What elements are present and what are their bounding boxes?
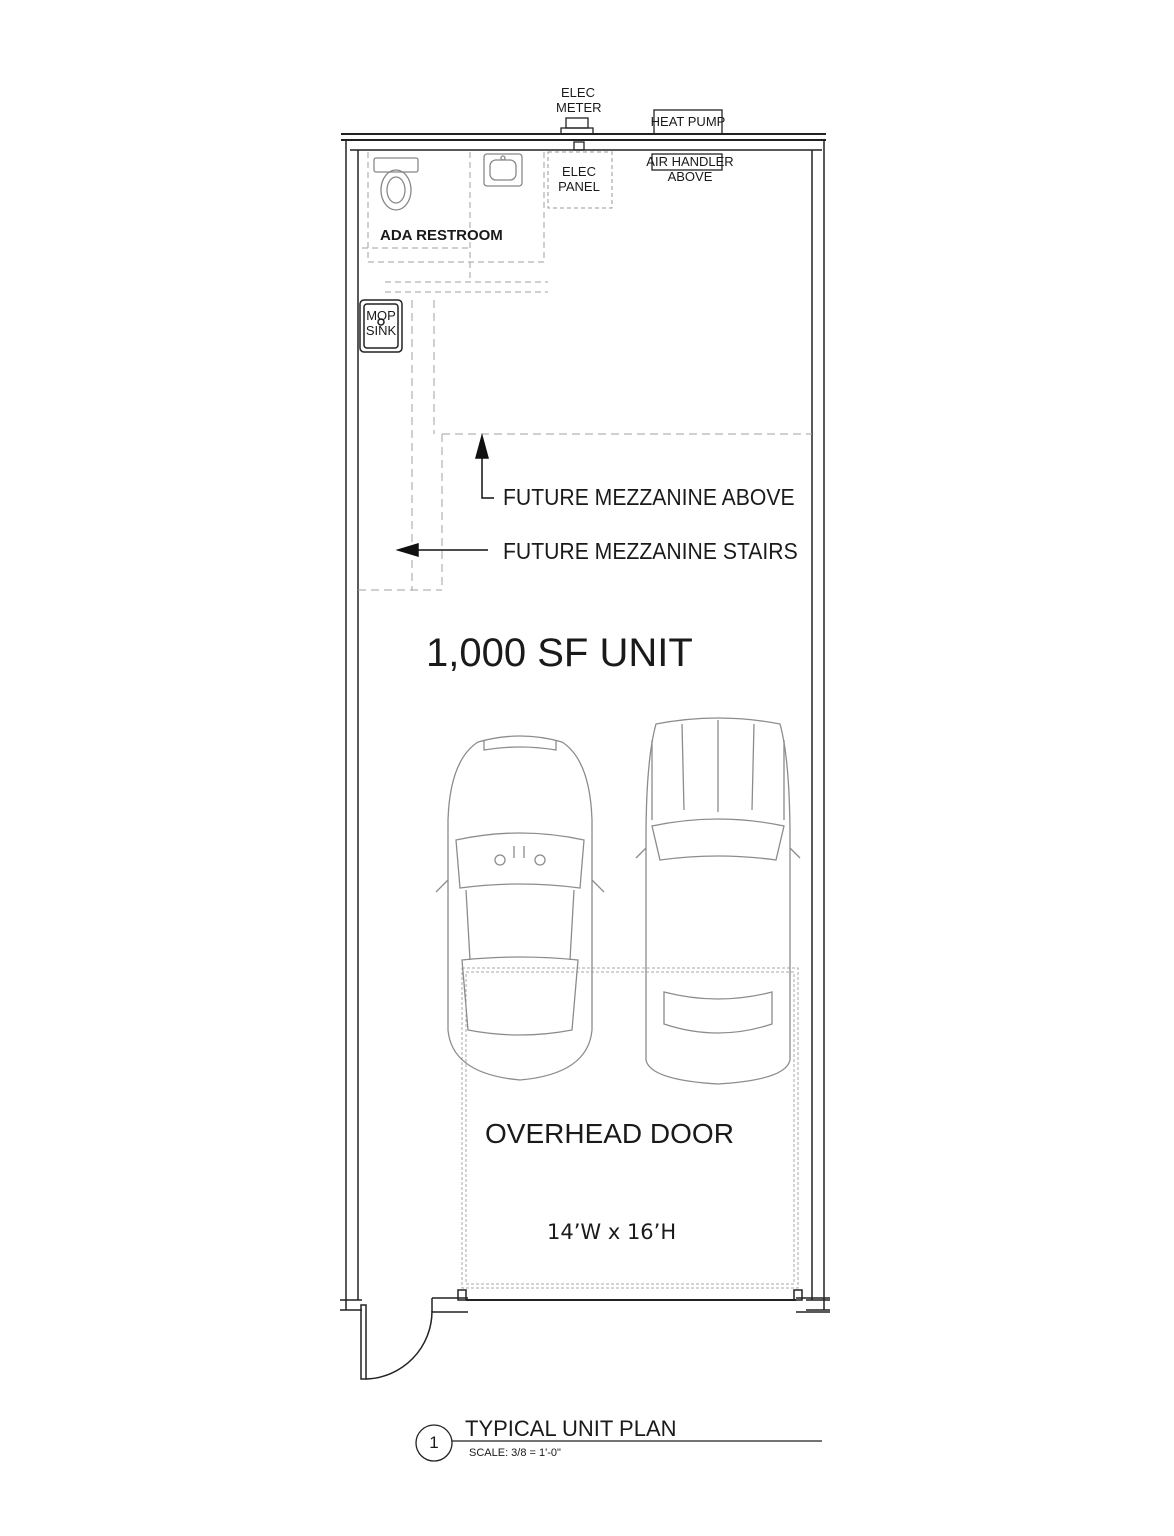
drawing-number: 1 <box>429 1433 439 1452</box>
elec-meter-label-line1: ELEC <box>561 85 595 100</box>
bottom-wall <box>432 1290 830 1312</box>
mop-sink-label-line1: MOP <box>366 308 396 323</box>
elec-meter-label-line2: METER <box>556 100 602 115</box>
future-mezzanine-above-label: FUTURE MEZZANINE ABOVE <box>503 484 795 510</box>
elec-meter-symbol <box>561 118 593 150</box>
entry-door <box>361 1305 432 1379</box>
right-wall <box>806 140 830 1310</box>
restroom-layout <box>362 152 548 292</box>
drawing-scale: SCALE: 3/8 = 1'-0" <box>469 1447 561 1459</box>
sink-symbol <box>484 154 522 186</box>
drawing-title: TYPICAL UNIT PLAN <box>465 1416 677 1441</box>
elec-panel-label-line2: PANEL <box>558 179 600 194</box>
mezzanine-above-arrow <box>476 436 494 498</box>
mezzanine-stairs-arrow <box>398 544 488 556</box>
car-right <box>636 718 800 1084</box>
air-handler-label-line2: ABOVE <box>667 169 713 184</box>
air-handler-label <box>642 155 738 183</box>
overhead-door-label: OVERHEAD DOOR <box>485 1118 734 1149</box>
heat-pump-label: HEAT PUMP <box>650 114 726 129</box>
unit-area-label: 1,000 SF UNIT <box>426 631 693 675</box>
toilet-symbol <box>374 158 418 210</box>
air-handler-label-line1: AIR HANDLER <box>646 154 734 169</box>
ada-restroom-label: ADA RESTROOM <box>380 227 503 244</box>
mop-sink-label-line2: SINK <box>365 323 397 338</box>
future-mezzanine-stairs-label: FUTURE MEZZANINE STAIRS <box>503 538 798 564</box>
mop-sink-label <box>361 309 401 337</box>
elec-panel-label-line1: ELEC <box>562 164 596 179</box>
car-left <box>436 736 604 1080</box>
door-size-label: 14’W x 16’H <box>547 1220 677 1244</box>
left-wall <box>340 140 362 1310</box>
elec-panel-label <box>557 165 601 193</box>
elec-meter-label <box>556 86 600 114</box>
